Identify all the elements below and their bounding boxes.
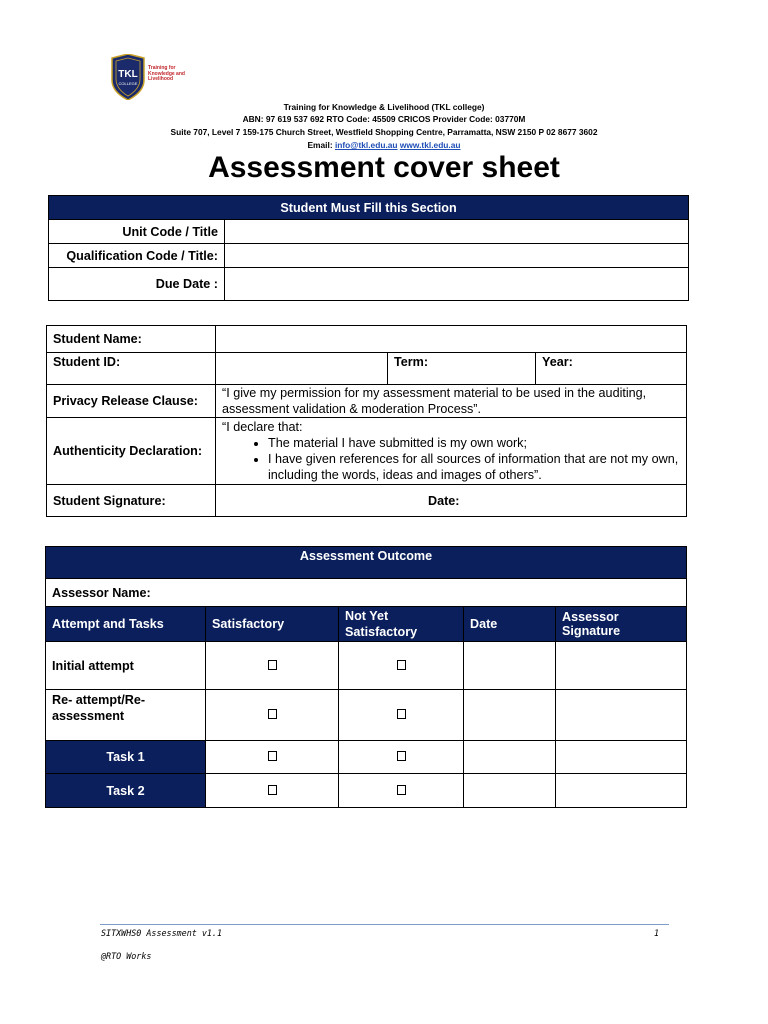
logo-tagline: Training for Knowledge and Livelihood xyxy=(148,65,185,82)
authenticity-item: • The material I have submitted is my own work; xyxy=(268,435,680,451)
col-satisfactory: Satisfactory xyxy=(206,607,339,642)
assessor-name-label[interactable]: Assessor Name: xyxy=(46,579,687,607)
task1-signature-cell[interactable] xyxy=(556,741,687,774)
reattempt-signature-cell[interactable] xyxy=(556,690,687,741)
student-fill-table xyxy=(48,195,689,301)
org-abn: ABN: 97 619 537 692 RTO Code: 45509 CRICOS Provider Code: 03770M xyxy=(242,114,526,124)
due-date-label: Due Date : xyxy=(49,268,225,301)
checkbox-icon[interactable] xyxy=(397,709,406,719)
signature-label: Student Signature: xyxy=(47,485,216,517)
email-link[interactable]: info@tkl.edu.au xyxy=(334,140,398,150)
initial-date-cell[interactable] xyxy=(464,642,556,690)
col-assessor-signature: Assessor Signature xyxy=(556,607,687,642)
col-not-yet-satisfactory: Not Yet Satisfactory xyxy=(339,607,464,642)
authenticity-text xyxy=(216,418,687,485)
col-attempt-tasks: Attempt and Tasks xyxy=(46,607,206,642)
outcome-heading: Assessment Outcome xyxy=(46,547,687,579)
org-contact xyxy=(0,139,768,151)
student-name-field[interactable] xyxy=(216,326,687,353)
checkbox-icon[interactable] xyxy=(397,660,406,670)
email-label: Email: xyxy=(307,140,333,150)
footer-copyright: @RTO Works xyxy=(101,951,152,961)
student-details-table xyxy=(46,325,687,517)
student-name-label: Student Name: xyxy=(47,326,216,353)
authenticity-list xyxy=(222,435,680,483)
logo-sub: COLLEGE xyxy=(118,81,138,86)
logo-text: TKL xyxy=(118,69,138,80)
signature-date-label: Date: xyxy=(428,493,460,508)
privacy-text: “I give my permission for my assessment material to be used in the auditing, assessment validation & moderation Process”. xyxy=(216,385,687,418)
authenticity-intro: “I declare that: xyxy=(222,420,303,434)
reattempt-date-cell[interactable] xyxy=(464,690,556,741)
task2-not-yet-checkbox[interactable] xyxy=(339,774,464,808)
footer-page-number: 1 xyxy=(654,928,660,938)
task2-date-cell[interactable] xyxy=(464,774,556,808)
checkbox-icon[interactable] xyxy=(268,709,277,719)
initial-not-yet-checkbox[interactable] xyxy=(339,642,464,690)
authenticity-label: Authenticity Declaration: xyxy=(47,418,216,485)
year-label: Year: xyxy=(536,353,687,385)
task2-signature-cell[interactable] xyxy=(556,774,687,808)
task2-satisfactory-checkbox[interactable] xyxy=(206,774,339,808)
due-date-field[interactable] xyxy=(225,268,689,301)
org-address: Suite 707, Level 7 159-175 Church Street, Westfield Shopping Centre, Parramatta, NSW 2150 P 02 8677 3602 xyxy=(170,127,598,137)
student-id-label: Student ID: xyxy=(47,353,216,385)
privacy-label: Privacy Release Clause: xyxy=(47,385,216,418)
checkbox-icon[interactable] xyxy=(268,751,277,761)
row-initial-attempt: Initial attempt xyxy=(46,642,206,690)
unit-code-label: Unit Code / Title xyxy=(49,220,225,244)
initial-satisfactory-checkbox[interactable] xyxy=(206,642,339,690)
reattempt-not-yet-checkbox[interactable] xyxy=(339,690,464,741)
shield-icon xyxy=(110,54,146,100)
checkbox-icon[interactable] xyxy=(268,785,277,795)
row-re-attempt: Re- attempt/Re-assessment xyxy=(46,690,206,741)
qualification-label: Qualification Code / Title: xyxy=(49,244,225,268)
student-section-heading: Student Must Fill this Section xyxy=(49,196,689,220)
unit-code-field[interactable] xyxy=(225,220,689,244)
task1-not-yet-checkbox[interactable] xyxy=(339,741,464,774)
checkbox-icon[interactable] xyxy=(268,660,277,670)
col-date: Date xyxy=(464,607,556,642)
checkbox-icon[interactable] xyxy=(397,785,406,795)
org-name: Training for Knowledge & Livelihood (TKL college) xyxy=(283,102,485,112)
college-logo xyxy=(110,54,190,100)
website-link[interactable]: www.tkl.edu.au xyxy=(399,140,461,150)
footer-doc-name: SITXWHS0 Assessment v1.1 xyxy=(101,928,223,938)
row-task-2: Task 2 xyxy=(46,774,206,808)
footer-divider xyxy=(100,924,669,925)
initial-signature-cell[interactable] xyxy=(556,642,687,690)
task1-date-cell[interactable] xyxy=(464,741,556,774)
authenticity-item: • I have given references for all sources of information that are not my own, including the words, ideas and images of others”. xyxy=(268,451,680,483)
page-title: Assessment cover sheet xyxy=(208,151,560,184)
signature-date[interactable] xyxy=(216,485,687,517)
reattempt-satisfactory-checkbox[interactable] xyxy=(206,690,339,741)
assessment-outcome-table xyxy=(45,546,687,808)
task1-satisfactory-checkbox[interactable] xyxy=(206,741,339,774)
student-id-field[interactable] xyxy=(216,353,388,385)
checkbox-icon[interactable] xyxy=(397,751,406,761)
row-task-1: Task 1 xyxy=(46,741,206,774)
term-label: Term: xyxy=(388,353,536,385)
qualification-field[interactable] xyxy=(225,244,689,268)
